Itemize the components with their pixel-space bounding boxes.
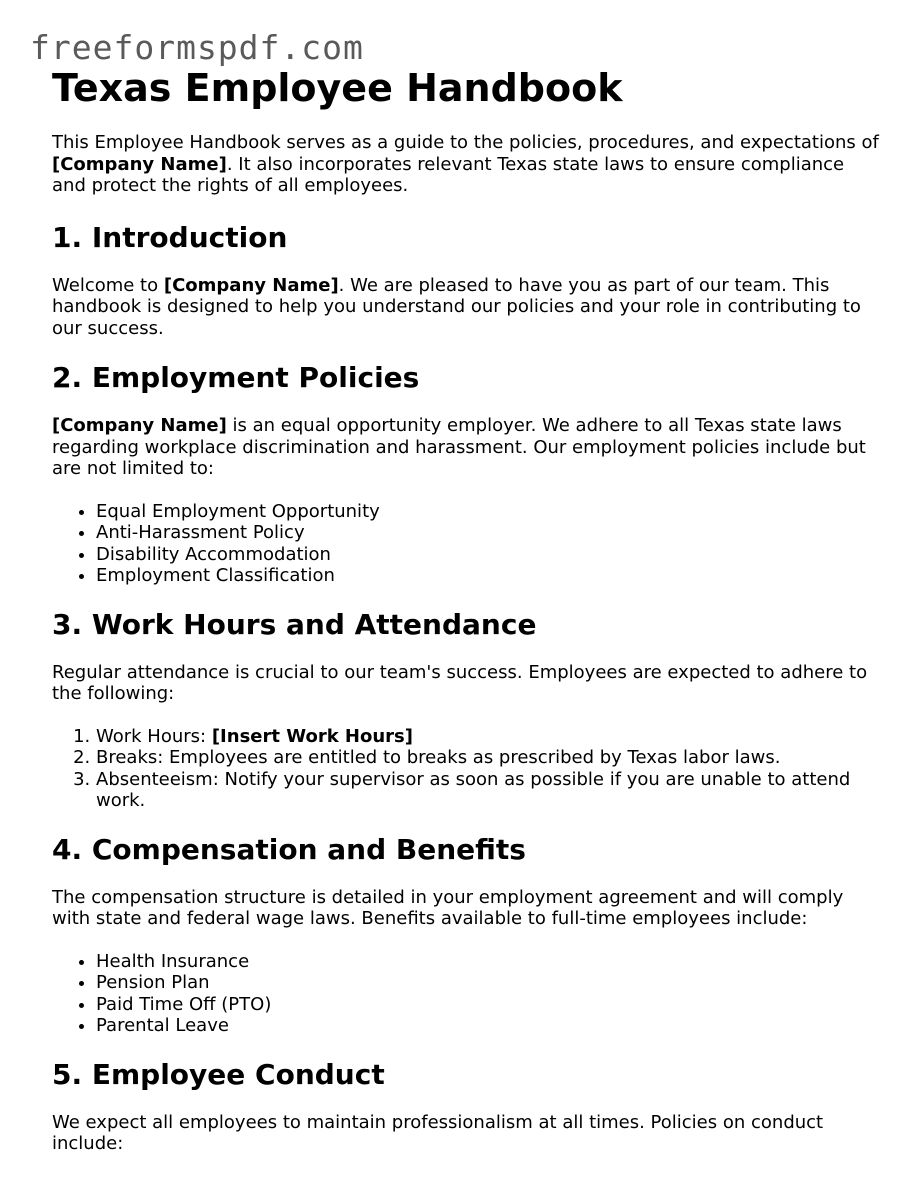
section-heading-compensation: 4. Compensation and Benefits bbox=[52, 832, 526, 866]
watermark: freeformspdf.com bbox=[30, 28, 364, 67]
intro-text-after: . It also incorporates relevant Texas state laws to ensure compliance and protect the rights of all employees. bbox=[52, 153, 845, 196]
document-page bbox=[52, 64, 882, 1176]
list-item bbox=[96, 726, 882, 748]
section-heading-introduction: 1. Introduction bbox=[52, 220, 288, 254]
list-item: • Health Insurance bbox=[96, 951, 882, 973]
section-heading-employment-policies: 2. Employment Policies bbox=[52, 361, 420, 394]
list-item: • Paid Time Off (PTO) bbox=[96, 994, 882, 1016]
document-title: Texas Employee Handbook bbox=[52, 66, 623, 110]
compensation-paragraph: The compensation structure is detailed in your employment agreement and will comply with state and federal wage laws. Benefits available to full-time employees include: bbox=[52, 886, 844, 929]
employment-policies-list bbox=[52, 501, 882, 587]
introduction-text-after: . We are pleased to have you as part of our team. This handbook is designed to help you understand our policies and your role in contributing to our success. bbox=[52, 274, 861, 339]
work-hours-placeholder: [Insert Work Hours] bbox=[211, 725, 413, 747]
introduction-paragraph bbox=[52, 275, 882, 340]
intro-paragraph bbox=[52, 132, 882, 197]
list-item: • Pension Plan bbox=[96, 972, 882, 994]
list-item: • Disability Accommodation bbox=[96, 544, 882, 566]
conduct-paragraph: We expect all employees to maintain professionalism at all times. Policies on conduct include: bbox=[52, 1111, 824, 1154]
company-name-placeholder: [Company Name] bbox=[52, 153, 227, 175]
list-item: • Employment Classification bbox=[96, 565, 882, 587]
list-item: 2. Breaks: Employees are entitled to breaks as prescribed by Texas labor laws. bbox=[96, 747, 882, 769]
section-heading-work-hours: 3. Work Hours and Attendance bbox=[52, 607, 537, 641]
list-item: • Equal Employment Opportunity bbox=[96, 501, 882, 523]
work-hours-paragraph: Regular attendance is crucial to our team's success. Employees are expected to adhere to the following: bbox=[52, 661, 868, 704]
intro-text-before: This Employee Handbook serves as a guide to the policies, procedures, and expectations of bbox=[52, 132, 879, 153]
introduction-text-before: Welcome to bbox=[52, 274, 164, 296]
list-item: 3. Absenteeism: Notify your supervisor as soon as possible if you are unable to attend work. bbox=[96, 769, 882, 812]
company-name-placeholder: [Company Name] bbox=[52, 415, 227, 436]
employment-policies-paragraph bbox=[52, 415, 882, 480]
work-hours-list bbox=[52, 726, 882, 812]
list-item: • Anti-Harassment Policy bbox=[96, 522, 882, 544]
company-name-placeholder: [Company Name] bbox=[163, 274, 339, 296]
work-hours-label: Work Hours: bbox=[96, 725, 212, 747]
employment-policies-text: is an equal opportunity employer. We adhere to all Texas state laws regarding workplace discrimination and harassment. Our employment policies include but are not limited to: bbox=[52, 415, 866, 479]
benefits-list bbox=[52, 951, 882, 1037]
list-item: • Parental Leave bbox=[96, 1015, 882, 1037]
section-heading-employee-conduct: 5. Employee Conduct bbox=[52, 1057, 385, 1091]
